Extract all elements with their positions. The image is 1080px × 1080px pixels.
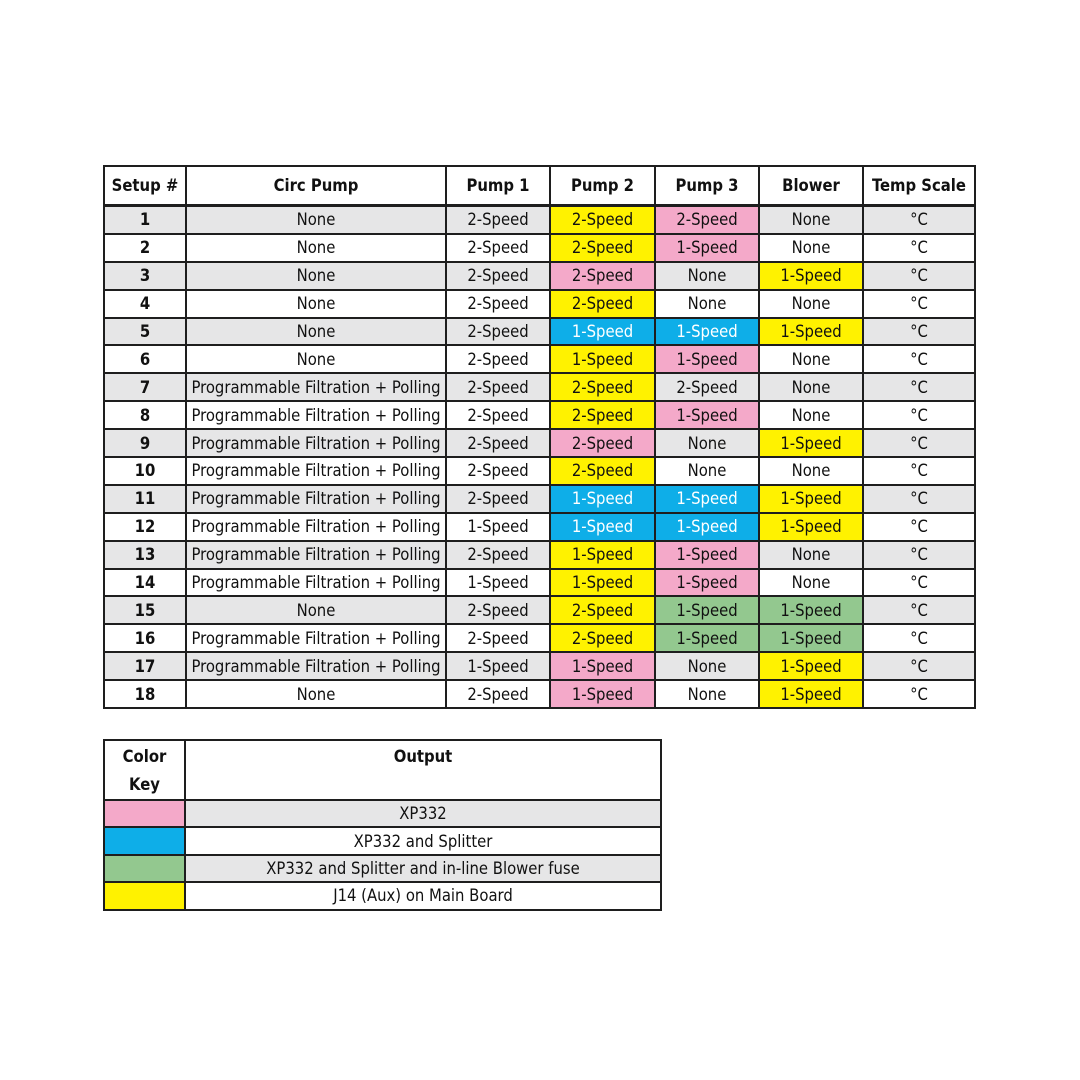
pump-3-cell: None (655, 457, 759, 485)
pump-1-cell: 2-Speed (446, 541, 550, 569)
blower-cell: 1-Speed (759, 624, 863, 652)
setup-row (104, 234, 975, 262)
circ-pump-cell: Programmable Filtration + Polling (186, 624, 446, 652)
color-key-row (104, 882, 661, 909)
pump-1-cell: 2-Speed (446, 429, 550, 457)
yellow-color-swatch (104, 882, 185, 909)
circ-pump-cell: Programmable Filtration + Polling (186, 373, 446, 401)
blower-cell: None (759, 541, 863, 569)
blower-cell: 1-Speed (759, 680, 863, 708)
setup-number-cell: 12 (104, 513, 186, 541)
pump-2-cell: 2-Speed (550, 401, 655, 429)
blower-cell: None (759, 345, 863, 373)
pump-2-cell: 2-Speed (550, 429, 655, 457)
header-circ-pump: Circ Pump (186, 166, 446, 206)
pump-2-cell: 1-Speed (550, 513, 655, 541)
color-key-row (104, 855, 661, 882)
setup-table (103, 165, 976, 709)
color-key-output: XP332 (185, 800, 661, 827)
pump-2-cell: 1-Speed (550, 569, 655, 597)
temp-scale-cell: °C (863, 485, 975, 513)
setup-number-cell: 8 (104, 401, 186, 429)
pump-2-cell: 2-Speed (550, 624, 655, 652)
setup-row (104, 401, 975, 429)
pump-1-cell: 1-Speed (446, 569, 550, 597)
setup-number-cell: 15 (104, 596, 186, 624)
circ-pump-cell: None (186, 262, 446, 290)
color-key-output: XP332 and Splitter (185, 827, 661, 854)
pump-2-cell: 2-Speed (550, 373, 655, 401)
pump-2-cell: 2-Speed (550, 234, 655, 262)
blower-cell: 1-Speed (759, 262, 863, 290)
header-pump-1: Pump 1 (446, 166, 550, 206)
circ-pump-cell: None (186, 680, 446, 708)
setup-row (104, 569, 975, 597)
temp-scale-cell: °C (863, 373, 975, 401)
pump-1-cell: 1-Speed (446, 652, 550, 680)
temp-scale-cell: °C (863, 541, 975, 569)
setup-number-cell: 13 (104, 541, 186, 569)
temp-scale-cell: °C (863, 234, 975, 262)
pump-3-cell: 1-Speed (655, 345, 759, 373)
pump-1-cell: 1-Speed (446, 513, 550, 541)
pump-2-cell: 1-Speed (550, 345, 655, 373)
pump-1-cell: 2-Speed (446, 262, 550, 290)
blower-cell: None (759, 234, 863, 262)
blower-cell: None (759, 206, 863, 234)
setup-row (104, 206, 975, 234)
pump-1-cell: 2-Speed (446, 457, 550, 485)
circ-pump-cell: None (186, 206, 446, 234)
setup-number-cell: 7 (104, 373, 186, 401)
setup-number-cell: 18 (104, 680, 186, 708)
temp-scale-cell: °C (863, 596, 975, 624)
header-temp-scale: Temp Scale (863, 166, 975, 206)
circ-pump-cell: Programmable Filtration + Polling (186, 429, 446, 457)
blower-cell: None (759, 457, 863, 485)
pump-2-cell: 1-Speed (550, 318, 655, 346)
color-key-table (103, 739, 662, 911)
pump-1-cell: 2-Speed (446, 373, 550, 401)
setup-row (104, 373, 975, 401)
pump-1-cell: 2-Speed (446, 596, 550, 624)
temp-scale-cell: °C (863, 429, 975, 457)
circ-pump-cell: Programmable Filtration + Polling (186, 513, 446, 541)
setup-row (104, 429, 975, 457)
setup-number-cell: 6 (104, 345, 186, 373)
pump-2-cell: 2-Speed (550, 290, 655, 318)
circ-pump-cell: Programmable Filtration + Polling (186, 401, 446, 429)
pump-3-cell: None (655, 429, 759, 457)
blue-color-swatch (104, 827, 185, 854)
temp-scale-cell: °C (863, 624, 975, 652)
temp-scale-cell: °C (863, 569, 975, 597)
circ-pump-cell: None (186, 318, 446, 346)
pump-3-cell: 1-Speed (655, 596, 759, 624)
setup-number-cell: 14 (104, 569, 186, 597)
pump-2-cell: 2-Speed (550, 206, 655, 234)
setup-number-cell: 4 (104, 290, 186, 318)
pump-1-cell: 2-Speed (446, 401, 550, 429)
pump-3-cell: 1-Speed (655, 401, 759, 429)
blower-cell: 1-Speed (759, 429, 863, 457)
pump-3-cell: 1-Speed (655, 624, 759, 652)
pump-3-cell: None (655, 680, 759, 708)
green-color-swatch (104, 855, 185, 882)
circ-pump-cell: Programmable Filtration + Polling (186, 652, 446, 680)
setup-row (104, 624, 975, 652)
pump-2-cell: 1-Speed (550, 485, 655, 513)
pump-3-cell: 1-Speed (655, 234, 759, 262)
blower-cell: None (759, 569, 863, 597)
pink-color-swatch (104, 800, 185, 827)
temp-scale-cell: °C (863, 401, 975, 429)
setup-number-cell: 11 (104, 485, 186, 513)
pump-3-cell: 1-Speed (655, 513, 759, 541)
pump-3-cell: None (655, 652, 759, 680)
temp-scale-cell: °C (863, 345, 975, 373)
pump-2-cell: 1-Speed (550, 541, 655, 569)
pump-1-cell: 2-Speed (446, 624, 550, 652)
circ-pump-cell: Programmable Filtration + Polling (186, 569, 446, 597)
header-output: Output (185, 740, 661, 800)
header-setup-number: Setup # (104, 166, 186, 206)
blower-cell: None (759, 401, 863, 429)
pump-3-cell: 1-Speed (655, 485, 759, 513)
temp-scale-cell: °C (863, 652, 975, 680)
color-key-output: J14 (Aux) on Main Board (185, 882, 661, 909)
setup-number-cell: 16 (104, 624, 186, 652)
setup-row (104, 596, 975, 624)
setup-number-cell: 2 (104, 234, 186, 262)
header-blower: Blower (759, 166, 863, 206)
blower-cell: 1-Speed (759, 318, 863, 346)
blower-cell: 1-Speed (759, 596, 863, 624)
temp-scale-cell: °C (863, 318, 975, 346)
setup-row (104, 652, 975, 680)
blower-cell: 1-Speed (759, 485, 863, 513)
setup-row (104, 318, 975, 346)
color-key-output: XP332 and Splitter and in-line Blower fuse (185, 855, 661, 882)
pump-1-cell: 2-Speed (446, 485, 550, 513)
header-pump-3: Pump 3 (655, 166, 759, 206)
setup-row (104, 262, 975, 290)
circ-pump-cell: None (186, 234, 446, 262)
pump-2-cell: 2-Speed (550, 596, 655, 624)
blower-cell: 1-Speed (759, 652, 863, 680)
pump-3-cell: 1-Speed (655, 569, 759, 597)
header-pump-2: Pump 2 (550, 166, 655, 206)
temp-scale-cell: °C (863, 513, 975, 541)
temp-scale-cell: °C (863, 457, 975, 485)
pump-3-cell: None (655, 290, 759, 318)
temp-scale-cell: °C (863, 206, 975, 234)
temp-scale-cell: °C (863, 680, 975, 708)
setup-row (104, 485, 975, 513)
color-key-row (104, 800, 661, 827)
setup-number-cell: 1 (104, 206, 186, 234)
pump-1-cell: 2-Speed (446, 318, 550, 346)
pump-1-cell: 2-Speed (446, 345, 550, 373)
pump-1-cell: 2-Speed (446, 680, 550, 708)
circ-pump-cell: Programmable Filtration + Polling (186, 485, 446, 513)
color-key-row (104, 827, 661, 854)
pump-2-cell: 2-Speed (550, 262, 655, 290)
color-key-header-row (104, 740, 661, 800)
blower-cell: 1-Speed (759, 513, 863, 541)
temp-scale-cell: °C (863, 262, 975, 290)
setup-number-cell: 9 (104, 429, 186, 457)
setup-row (104, 345, 975, 373)
pump-2-cell: 1-Speed (550, 652, 655, 680)
blower-cell: None (759, 290, 863, 318)
pump-3-cell: 2-Speed (655, 206, 759, 234)
circ-pump-cell: None (186, 290, 446, 318)
setup-row (104, 541, 975, 569)
blower-cell: None (759, 373, 863, 401)
setup-table-header-row (104, 166, 975, 206)
setup-row (104, 457, 975, 485)
header-color-key: Color Key (104, 740, 185, 800)
pump-3-cell: 2-Speed (655, 373, 759, 401)
pump-1-cell: 2-Speed (446, 206, 550, 234)
setup-row (104, 290, 975, 318)
setup-number-cell: 17 (104, 652, 186, 680)
pump-3-cell: None (655, 262, 759, 290)
temp-scale-cell: °C (863, 290, 975, 318)
circ-pump-cell: Programmable Filtration + Polling (186, 541, 446, 569)
circ-pump-cell: Programmable Filtration + Polling (186, 457, 446, 485)
pump-1-cell: 2-Speed (446, 234, 550, 262)
setup-row (104, 680, 975, 708)
setup-number-cell: 10 (104, 457, 186, 485)
setup-number-cell: 5 (104, 318, 186, 346)
pump-3-cell: 1-Speed (655, 541, 759, 569)
pump-3-cell: 1-Speed (655, 318, 759, 346)
pump-1-cell: 2-Speed (446, 290, 550, 318)
setup-row (104, 513, 975, 541)
pump-2-cell: 1-Speed (550, 680, 655, 708)
circ-pump-cell: None (186, 345, 446, 373)
setup-number-cell: 3 (104, 262, 186, 290)
pump-2-cell: 2-Speed (550, 457, 655, 485)
circ-pump-cell: None (186, 596, 446, 624)
